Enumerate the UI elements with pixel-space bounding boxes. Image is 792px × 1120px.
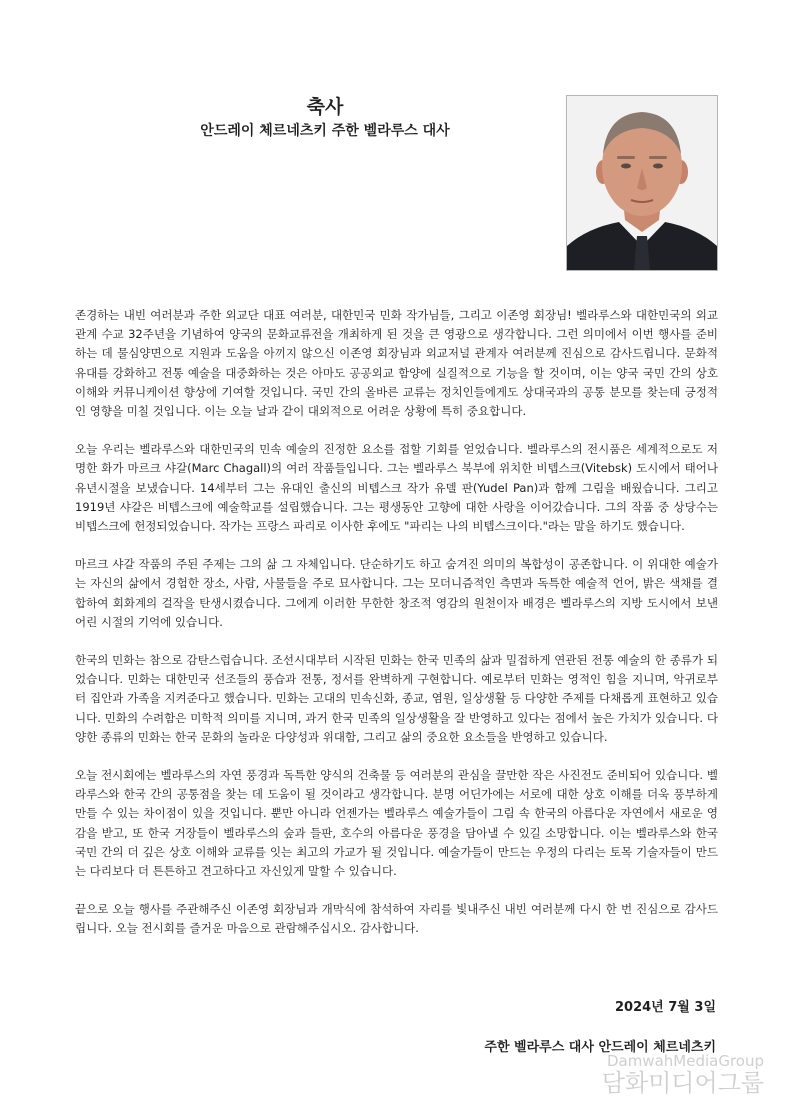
page-subtitle: 안드레이 체르네츠키 주한 벨라루스 대사 [200,123,450,139]
watermark-english: DamwahMediaGroup [606,1052,764,1070]
paragraph-chagall-intro: 오늘 우리는 벨라루스와 대한민국의 민속 예술의 진정한 요소를 접할 기회를 얻었습니다. 벨라루스의 전시품은 세계적으로도 저명한 화가 마르크 샤갈(Marc Chagall)의 여러 작품들입니다. 그는 벨라루스 북부에 위치한 비텝스크(Vitebsk) 도시에서 태어나 유년시절을 보냈습니다. 14세부터 그는 유대인 출신의 비텝스크 작가 유델 판(Yudel Pan)과 함께 그림을 배웠습니다. 그리고 1919년 샤갈은 비텝스크에 예술학교를 설립했습니다. 그는 평생동안 고향에 대한 사랑을 이어갔습니다. 그의 작품 중 상당수는 비텝스크에 헌정되었습니다. 작가는 프랑스 파리로 이사한 후에도 "파리는 나의 비텝스크이다."라는 말을 하기도 했습니다. [75,442,718,534]
speech-signature: 주한 벨라루스 대사 안드레이 체르네츠키 [484,1040,716,1055]
paragraph-korean-minhwa: 한국의 민화는 참으로 감탄스럽습니다. 조선시대부터 시작된 민화는 한국 민족의 삶과 밀접하게 연관된 전통 예술의 한 종류가 되었습니다. 민화는 대한민국 선조들의 풍습과 전통, 정서를 완벽하게 구현합니다. 예로부터 민화는 영적인 힘을 지니며, 악귀로부터 집안과 가족을 지켜준다고 했습니다. 민화는 고대의 민속신화, 종교, 염원, 일상생활 등 다양한 주제를 다채롭게 표현하고 있습니다. 민화의 수려함은 미학적 의미를 지니며, 과거 한국 민족의 일상생활을 잘 반영하고 있다는 점에서 높은 가치가 있습니다. 다양한 종류의 민화는 한국 문화의 놀라운 다양성과 위대함, 그리고 삶의 중요한 요소들을 반영하고 있습니다. [75,653,718,744]
publisher-watermark [602,1054,764,1095]
speech-date: 2024년 7월 3일 [615,1000,716,1015]
paragraph-chagall-themes: 마르크 샤갈 작품의 주된 주제는 그의 삶 그 자체입니다. 단순하기도 하고 숨겨진 의미의 복합성이 공존합니다. 이 위대한 예술가는 자신의 삶에서 경험한 장소, 사람, 사물들을 주로 묘사합니다. 그는 모더니즘적인 측면과 독특한 예술적 언어, 밝은 색채를 결합하여 회화계의 걸작을 탄생시켰습니다. 그에게 이러한 무한한 창조적 영감의 원천이자 배경은 벨라루스의 지방 도시에서 보낸 어린 시절의 기억에 있습니다. [75,557,718,629]
paragraph-greeting: 존경하는 내빈 여러분과 주한 외교단 대표 여러분, 대한민국 민화 작가님들, 그리고 이존영 회장님! 벨라루스와 대한민국의 외교관계 수교 32주년을 기념하여 양국의 문화교류전을 개최하게 된 것을 큰 영광으로 생각합니다. 그런 의미에서 이번 행사를 준비하는 데 물심양면으로 지원과 도움을 아끼지 않으신 이존영 회장님과 외교저널 관계자 여러분께 진심으로 감사드립니다. 문화적 유대를 강화하고 전통 예술을 대중화하는 것은 아마도 공공외교 함양에 실질적으로 기능을 할 것이며, 이는 양국 국민 간의 상호 이해와 커뮤니케이션 향상에 기여할 것입니다. 국민 간의 올바른 교류는 정치인들에게도 상대국과의 공통 분모를 찾는데 긍정적인 영향을 미칠 것입니다. 이는 오늘 날과 같이 대외적으로 어려운 상황에 특히 중요합니다. [75,308,718,419]
ambassador-portrait [566,95,718,271]
watermark-korean: 담화미디어그룹 [601,1069,764,1097]
speech-body [75,306,718,958]
page-title: 축사 [306,96,344,118]
portrait-illustration [567,96,717,270]
paragraph-closing: 끝으로 오늘 행사를 주관해주신 이존영 회장님과 개막식에 참석하여 자리를 빛내주신 내빈 여러분께 다시 한 번 진심으로 감사드립니다. 오늘 전시회를 즐거운 마음으로 관람해주십시오. 감사합니다. [75,902,718,936]
paragraph-photo-exhibition: 오늘 전시회에는 벨라루스의 자연 풍경과 독특한 양식의 건축물 등 여러분의 관심을 끌만한 작은 사진전도 준비되어 있습니다. 벨라루스와 한국 간의 공통점을 찾는 데 도움이 될 것이라고 생각합니다. 분명 어딘가에는 서로에 대한 상호 이해를 더욱 풍부하게 만들 수 있는 차이점이 있을 것입니다. 뿐만 아니라 언젠가는 벨라루스 예술가들이 그림 속 한국의 아름다운 자연에서 새로운 영감을 받고, 또 한국 거장들이 벨라루스의 숲과 들판, 호수의 아름다운 풍경을 담아낼 수 있길 소망합니다. 이는 벨라루스와 한국 국민 간의 더 깊은 상호 이해와 교류를 잇는 최고의 가교가 될 것입니다. 예술가들이 만드는 우정의 다리는 토목 기술자들이 만드는 다리보다 더 튼튼하고 견고하다고 자신있게 말할 수 있습니다. [75,768,718,879]
